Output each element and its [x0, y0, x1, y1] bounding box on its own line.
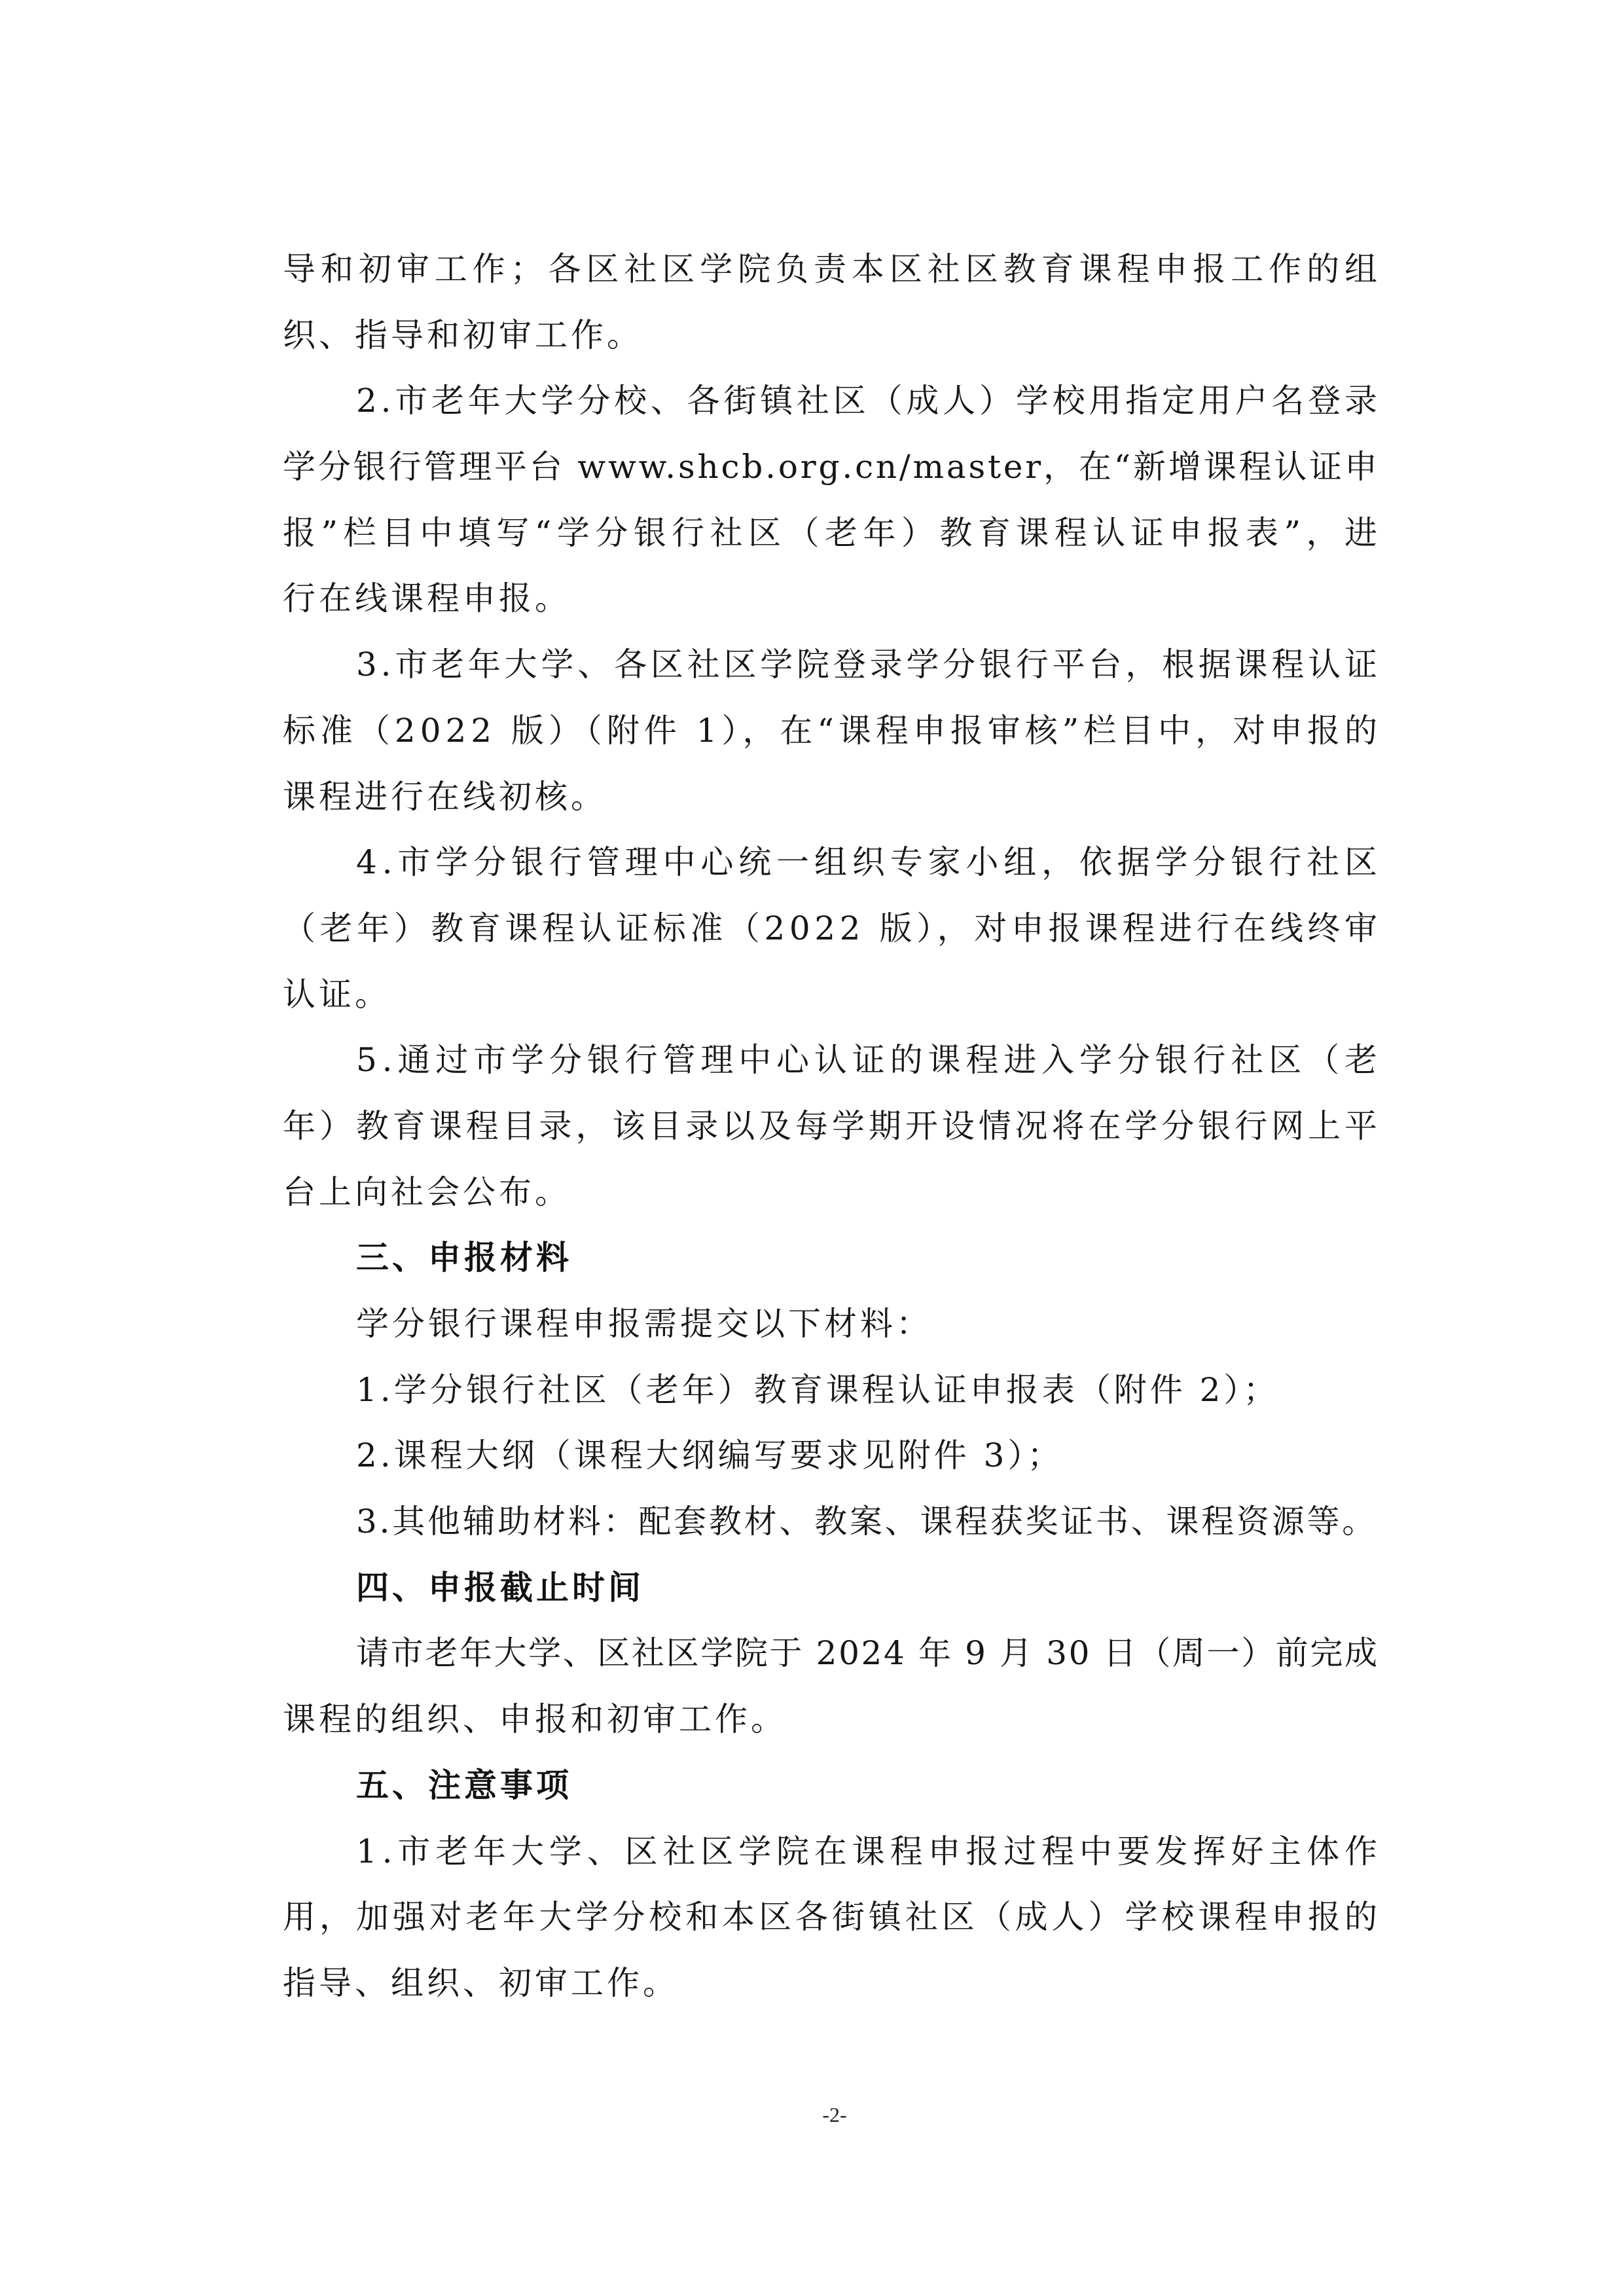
line-text: 织、指导和初审工作。 [283, 316, 643, 354]
paragraph [283, 829, 1382, 1027]
section-heading [283, 1753, 1377, 1819]
text-line [283, 1159, 1377, 1226]
line-text: 用，加强对老年大学分校和本区各街镇社区（成人）学校课程申报的 [283, 1898, 1381, 1937]
line-text: 课程进行在线初核。 [283, 777, 607, 816]
paragraph [283, 1291, 1377, 1357]
line-text: 1.市老年大学、区社区学院在课程申报过程中要发挥好主体作 [356, 1832, 1382, 1870]
text-line [283, 1950, 1377, 2016]
line-text: 2.市老年大学分校、各街镇社区（成人）学校用指定用户名登录 [356, 382, 1381, 420]
line-text: 报”栏目中填写“学分银行社区（老年）教育课程认证申报表”，进 [283, 513, 1383, 552]
line-text: 学分银行课程申报需提交以下材料： [356, 1305, 932, 1343]
paragraph [283, 1027, 1382, 1225]
text-line [283, 1620, 1377, 1686]
line-text: （老年）教育课程认证标准（2022 版），对申报课程进行在线终审 [283, 909, 1382, 947]
paragraph [283, 236, 1382, 368]
text-line [283, 896, 1382, 962]
line-text: 5.通过市学分银行管理中心认证的课程进入学分银行社区（老 [356, 1041, 1382, 1080]
text-line [283, 1423, 1377, 1489]
text-line [283, 566, 1377, 632]
line-text: 标准（2022 版）（附件 1），在“课程申报审核”栏目中，对申报的 [283, 711, 1382, 750]
section-heading [283, 1555, 1377, 1621]
line-text: 指导、组织、初审工作。 [283, 1963, 679, 2002]
line-text: 3.市老年大学、各区社区学院登录学分银行平台，根据课程认证 [356, 646, 1381, 684]
paragraph [283, 368, 1383, 632]
heading-text: 三、申报材料 [356, 1239, 572, 1277]
page-number: -2- [822, 2103, 847, 2126]
text-line [283, 1819, 1382, 1885]
paragraph [283, 632, 1382, 829]
heading-line [283, 1753, 1377, 1819]
paragraph [283, 1819, 1382, 2016]
heading-line [283, 1225, 1377, 1291]
text-line [283, 1093, 1381, 1159]
text-line [283, 1884, 1381, 1950]
paragraph [283, 1423, 1377, 1489]
document-body [283, 236, 1383, 2016]
section-heading [283, 1225, 1377, 1291]
text-line [283, 302, 1377, 369]
line-text: 行在线课程申报。 [283, 579, 571, 618]
line-text: 学分银行管理平台 www.shcb.org.cn/master，在“新增课程认证申 [283, 448, 1380, 486]
text-line [283, 698, 1382, 764]
line-text: 课程的组织、申报和初审工作。 [283, 1700, 787, 1739]
text-line [283, 1291, 1377, 1357]
text-line [283, 829, 1382, 896]
line-text: 2.课程大纲（课程大纲编写要求见附件 3）； [356, 1436, 1064, 1475]
line-text: 认证。 [283, 975, 391, 1013]
line-text: 1.学分银行社区（老年）教育课程认证申报表（附件 2）； [356, 1370, 1280, 1409]
line-text: 请市老年大学、区社区学院于 2024 年 9 月 30 日（周一）前完成 [356, 1634, 1379, 1673]
paragraph [283, 1620, 1377, 1752]
paragraph [283, 1357, 1377, 1423]
line-text: 台上向社会公布。 [283, 1173, 571, 1211]
line-text: 导和初审工作；各区社区学院负责本区社区教育课程申报工作的组 [283, 250, 1382, 288]
paragraph [283, 1489, 1377, 1555]
text-line [283, 632, 1381, 698]
text-line [283, 962, 1377, 1028]
text-line [283, 1357, 1377, 1423]
text-line [283, 1686, 1377, 1753]
text-line [283, 1489, 1377, 1555]
text-line [283, 236, 1382, 302]
text-line [283, 368, 1381, 434]
line-text: 3.其他辅助材料：配套教材、教案、课程获奖证书、课程资源等。 [356, 1503, 1377, 1541]
line-text: 年）教育课程目录，该目录以及每学期开设情况将在学分银行网上平 [283, 1106, 1381, 1145]
text-line [283, 764, 1377, 830]
heading-text: 五、注意事项 [356, 1766, 572, 1804]
line-text: 4.市学分银行管理中心统一组织专家小组，依据学分银行社区 [356, 843, 1382, 882]
heading-text: 四、申报截止时间 [356, 1568, 644, 1607]
heading-line [283, 1555, 1377, 1621]
text-line [283, 434, 1380, 500]
text-line [283, 500, 1383, 566]
text-line [283, 1027, 1382, 1093]
